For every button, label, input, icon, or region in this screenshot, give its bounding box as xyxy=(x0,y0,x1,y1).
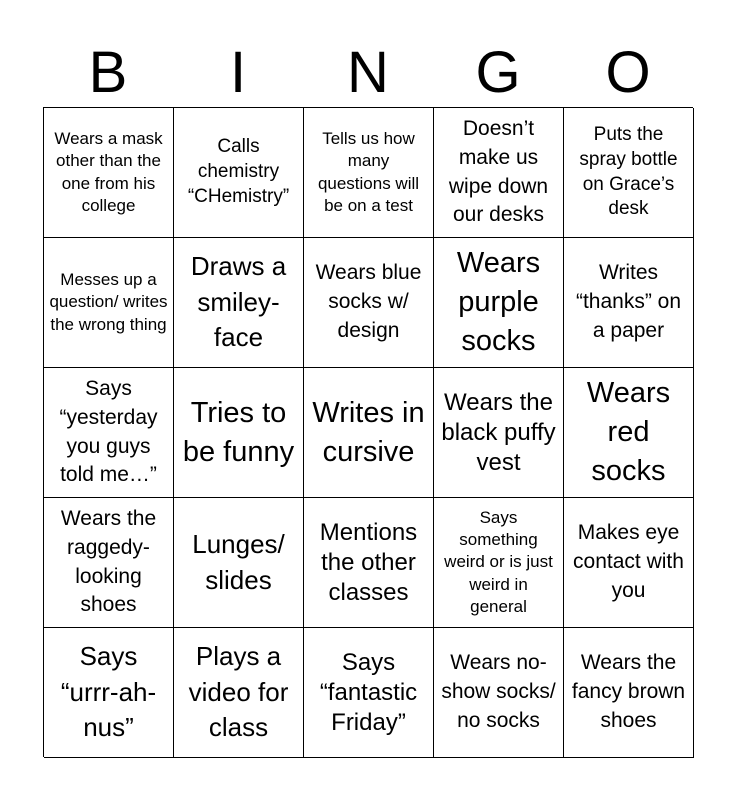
bingo-cell-r5-c2[interactable] xyxy=(174,628,304,758)
bingo-cell-r3-c1[interactable] xyxy=(44,368,174,498)
cell-text: Wears purple socks xyxy=(456,247,541,357)
cell-text: Wears the raggedy-looking shoes xyxy=(60,506,157,617)
cell-text: Makes eye contact with you xyxy=(573,521,684,602)
bingo-cell-r2-c4[interactable] xyxy=(434,238,564,368)
cell-text: Wears the black puffy vest xyxy=(441,388,556,476)
bingo-header xyxy=(43,40,693,106)
cell-text: Lunges/ slides xyxy=(192,528,285,595)
bingo-cell-r2-c2[interactable] xyxy=(174,238,304,368)
bingo-cell-r1-c2[interactable] xyxy=(174,108,304,238)
header-letter-b: B xyxy=(88,40,128,105)
cell-text: Tries to be funny xyxy=(182,396,295,468)
bingo-cell-r5-c3[interactable] xyxy=(304,628,434,758)
bingo-cell-r4-c5[interactable] xyxy=(564,498,694,628)
bingo-cell-r3-c4[interactable] xyxy=(434,368,564,498)
cell-text: Wears no-show socks/ no socks xyxy=(441,651,556,732)
cell-text: Wears red socks xyxy=(586,377,671,487)
bingo-cell-r5-c5[interactable] xyxy=(564,628,694,758)
cell-text: Wears the fancy brown shoes xyxy=(571,651,686,732)
cell-text: Draws a smiley-face xyxy=(190,250,287,353)
bingo-cell-r2-c5[interactable] xyxy=(564,238,694,368)
bingo-cell-r1-c3[interactable] xyxy=(304,108,434,238)
cell-text: Mentions the other classes xyxy=(319,518,418,606)
cell-text: Wears blue socks w/ design xyxy=(315,261,422,342)
bingo-cell-r4-c2[interactable] xyxy=(174,498,304,628)
bingo-cell-r3-c3[interactable] xyxy=(304,368,434,498)
cell-text: Plays a video for class xyxy=(188,640,289,743)
bingo-cell-r4-c4[interactable] xyxy=(434,498,564,628)
bingo-cell-r1-c4[interactable] xyxy=(434,108,564,238)
cell-text: Says something weird or is just weird in general xyxy=(444,508,553,616)
bingo-cell-r5-c4[interactable] xyxy=(434,628,564,758)
bingo-cell-r4-c1[interactable] xyxy=(44,498,174,628)
cell-text: Calls chemistry “CHemistry” xyxy=(187,136,290,207)
bingo-cell-r2-c1[interactable] xyxy=(44,238,174,368)
cell-text: Says “yesterday you guys told me…” xyxy=(59,376,158,487)
header-letter-g: G xyxy=(475,40,521,105)
bingo-cell-r2-c3[interactable] xyxy=(304,238,434,368)
cell-text: Wears a mask other than the one from his college xyxy=(54,129,163,215)
header-letter-o: O xyxy=(605,40,651,105)
cell-text: Doesn’t make us wipe down our desks xyxy=(448,116,549,227)
cell-text: Messes up a question/ writes the wrong thing xyxy=(49,270,168,334)
bingo-board xyxy=(43,107,693,757)
bingo-cell-r3-c5[interactable] xyxy=(564,368,694,498)
header-letter-i: I xyxy=(229,40,247,105)
cell-text: Says “urrr-ah-nus” xyxy=(60,640,157,743)
bingo-cell-r1-c1[interactable] xyxy=(44,108,174,238)
cell-text: Puts the spray bottle on Grace’s desk xyxy=(579,124,678,220)
header-letter-n: N xyxy=(347,40,389,105)
bingo-cell-r3-c2[interactable] xyxy=(174,368,304,498)
cell-text: Writes “thanks” on a paper xyxy=(575,261,682,342)
bingo-cell-r5-c1[interactable] xyxy=(44,628,174,758)
bingo-cell-r1-c5[interactable] xyxy=(564,108,694,238)
cell-text: Tells us how many questions will be on a test xyxy=(317,129,420,215)
bingo-cell-r4-c3[interactable] xyxy=(304,498,434,628)
cell-text: Says “fantastic Friday” xyxy=(319,648,418,736)
cell-text: Writes in cursive xyxy=(312,396,425,468)
